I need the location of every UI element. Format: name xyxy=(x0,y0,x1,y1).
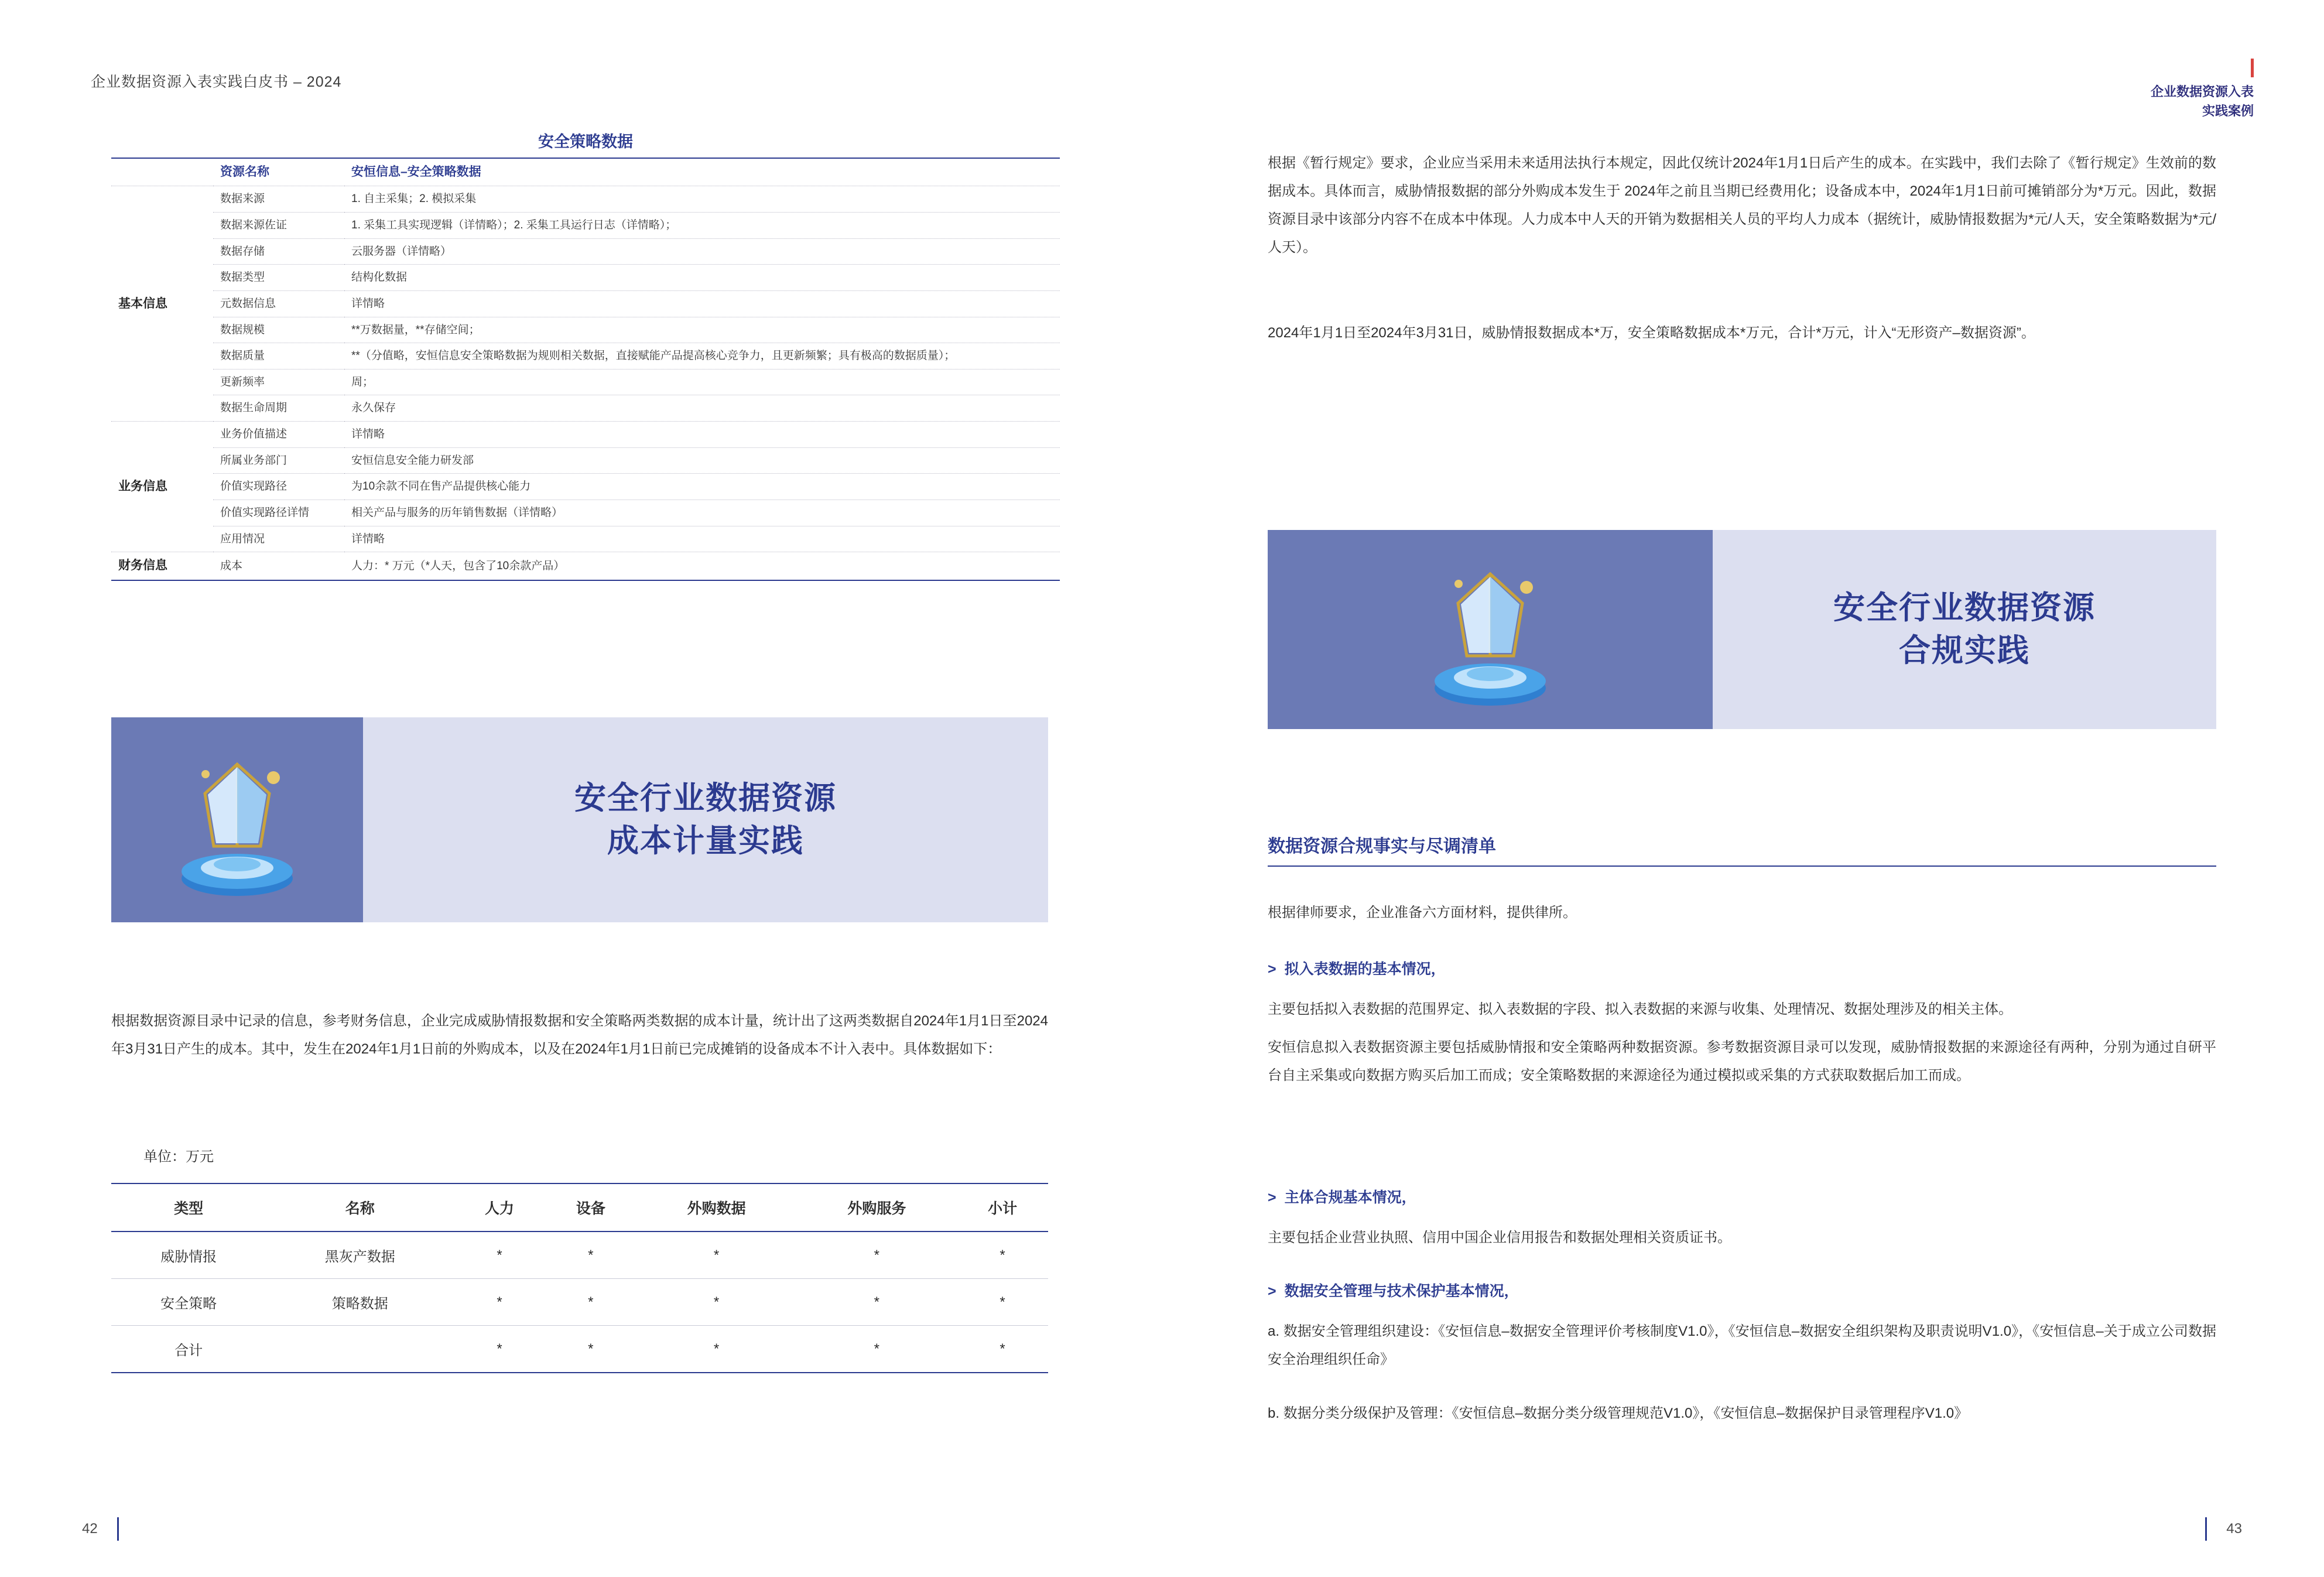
table-row xyxy=(111,1232,1048,1279)
cost-cell: 策略数据 xyxy=(266,1279,454,1326)
table-row xyxy=(111,343,1060,370)
banner-title-line1: 安全行业数据资源 xyxy=(1833,590,2096,626)
header-accent-bar xyxy=(2251,59,2254,77)
header-left: 企业数据资源入表实践白皮书 – 2024 xyxy=(91,74,342,90)
resource-value: 为10余款不同在售产品提供核心能力 xyxy=(344,474,1060,500)
section-title: 数据资源合规事实与尽调清单 xyxy=(1268,832,2216,867)
resource-category-finance: 财务信息 xyxy=(111,552,213,580)
item3-paragraph-a: a. 数据安全管理组织建设：《安恒信息–数据安全管理评价考核制度V1.0》，《安恒信息–数据安全组织架构及职责说明V1.0》，《安恒信息–关于成立公司数据安全治理组织任命》 xyxy=(1268,1323,2216,1367)
cost-cell: * xyxy=(545,1326,636,1373)
resource-key: 数据存储 xyxy=(213,238,344,265)
resource-key: 数据类型 xyxy=(213,265,344,291)
banner-title xyxy=(1833,587,2096,672)
item1-paragraph-1: 主要包括拟入表数据的范围界定、拟入表数据的字段、拟入表数据的来源与收集、处理情况、数据处理涉及的相关主体。 xyxy=(1268,1001,2012,1017)
cost-cell: * xyxy=(636,1232,797,1279)
footer-rule-left xyxy=(117,1517,119,1541)
cost-cell: 威胁情报 xyxy=(111,1232,266,1279)
resource-value: 详情略 xyxy=(344,422,1060,448)
resource-value: **（分值略，安恒信息安全策略数据为规则相关数据，直接赋能产品提高核心竞争力，且更新频繁；具有极高的数据质量）； xyxy=(344,343,1060,370)
cost-cell: * xyxy=(957,1326,1048,1373)
table-header-row xyxy=(111,1183,1048,1232)
cost-cell: * xyxy=(545,1232,636,1279)
resource-value: **万数据量，**存储空间； xyxy=(344,317,1060,343)
cost-cell: * xyxy=(454,1279,545,1326)
resource-key: 业务价值描述 xyxy=(213,422,344,448)
cost-intro-paragraph: 根据数据资源目录中记录的信息，参考财务信息，企业完成威胁情报数据和安全策略两类数据的成本计量，统计出了这两类数据自2024年1月1日至2024年3月31日产生的成本。其中，发生在2024年1月1日前的外购成本，以及在2024年1月1日前已完成摊销的设备成本不计入表中。具体数据如下： xyxy=(111,1013,1048,1057)
resource-table-title: 安全策略数据 xyxy=(538,133,633,150)
item1-paragraph-2: 安恒信息拟入表数据资源主要包括威胁情报和安全策略两种数据资源。参考数据资源目录可以发现，威胁情报数据的来源途径有两种，分别为通过自研平台自主采集或向数据方购买后加工而成；安全策略数据的来源途径为通过模拟或采集的方式获取数据后加工而成。 xyxy=(1268,1039,2216,1083)
cost-col-subtotal: 小计 xyxy=(957,1183,1048,1232)
cost-cell: * xyxy=(796,1279,957,1326)
resource-category-basic: 基本信息 xyxy=(111,186,213,422)
table-row xyxy=(111,552,1060,580)
cost-cell xyxy=(266,1326,454,1373)
table-row xyxy=(111,369,1060,395)
cost-unit-label: 单位：万元 xyxy=(143,1149,214,1165)
resource-value: 详情略 xyxy=(344,290,1060,317)
table-row xyxy=(111,422,1060,448)
compliance-lead: 根据律师要求，企业准备六方面材料，提供律所。 xyxy=(1268,905,1577,921)
resource-key: 价值实现路径详情 xyxy=(213,500,344,526)
cost-cell: 安全策略 xyxy=(111,1279,266,1326)
section-banner-compliance xyxy=(1268,530,2216,729)
resource-value: 结构化数据 xyxy=(344,265,1060,291)
cost-table xyxy=(111,1183,1048,1373)
resource-value: 永久保存 xyxy=(344,395,1060,422)
resource-value: 相关产品与服务的历年销售数据（详情略） xyxy=(344,500,1060,526)
resource-value: 周； xyxy=(344,369,1060,395)
cost-col-name: 名称 xyxy=(266,1183,454,1232)
cost-col-equipment: 设备 xyxy=(545,1183,636,1232)
header-right-line1: 企业数据资源入表 xyxy=(2150,84,2254,99)
gem-illustration-icon xyxy=(1402,542,1578,717)
item3-paragraph-b: b. 数据分类分级保护及管理：《安恒信息–数据分类分级管理规范V1.0》，《安恒信息–数据保护目录管理程序V1.0》 xyxy=(1268,1405,1969,1421)
resource-key: 应用情况 xyxy=(213,526,344,552)
cost-col-purchased-service: 外购服务 xyxy=(796,1183,957,1232)
banner-title-line1: 安全行业数据资源 xyxy=(574,781,837,816)
page-number-left: 42 xyxy=(82,1521,98,1537)
bullet-label: 数据安全管理与技术保护基本情况， xyxy=(1284,1283,1519,1299)
table-row xyxy=(111,447,1060,474)
footer-rule-right xyxy=(2205,1517,2207,1541)
banner-title-panel xyxy=(1713,530,2216,729)
resource-key: 更新频率 xyxy=(213,369,344,395)
cost-cell: * xyxy=(796,1326,957,1373)
table-row xyxy=(111,500,1060,526)
cost-cell: * xyxy=(796,1232,957,1279)
chevron-right-icon: > xyxy=(1268,961,1276,977)
cost-col-type: 类型 xyxy=(111,1183,266,1232)
chevron-right-icon: > xyxy=(1268,1189,1276,1206)
banner-title-panel xyxy=(363,717,1048,922)
resource-header-label: 资源名称 xyxy=(213,158,344,186)
resource-value: 1. 采集工具实现逻辑（详情略）；2. 采集工具运行日志（详情略）； xyxy=(344,212,1060,238)
right-paragraph-2: 2024年1月1日至2024年3月31日，威胁情报数据成本*万，安全策略数据成本*万元，合计*万元，计入“无形资产–数据资源”。 xyxy=(1268,325,2035,341)
cost-cell: * xyxy=(957,1279,1048,1326)
table-row xyxy=(111,158,1060,186)
list-item-bullet-2 xyxy=(1268,1186,2216,1207)
resource-value: 云服务器（详情略） xyxy=(344,238,1060,265)
resource-key: 数据规模 xyxy=(213,317,344,343)
table-row xyxy=(111,395,1060,422)
header-right xyxy=(2151,82,2254,121)
page-number-right: 43 xyxy=(2226,1521,2242,1537)
banner-title-line2: 成本计量实践 xyxy=(607,823,804,858)
page-right xyxy=(1162,0,2324,1577)
cost-cell: 合计 xyxy=(111,1326,266,1373)
cost-col-purchased-data: 外购数据 xyxy=(636,1183,797,1232)
bullet-label: 主体合规基本情况， xyxy=(1284,1189,1416,1206)
resource-category-business: 业务信息 xyxy=(111,422,213,552)
resource-cat-blank xyxy=(111,158,213,186)
cost-col-labor: 人力 xyxy=(454,1183,545,1232)
resource-key: 数据生命周期 xyxy=(213,395,344,422)
table-row xyxy=(111,1279,1048,1326)
table-row xyxy=(111,317,1060,343)
header-right-line2: 实践案例 xyxy=(2202,104,2254,118)
table-row xyxy=(111,290,1060,317)
resource-key: 数据质量 xyxy=(213,343,344,370)
gem-illustration-icon xyxy=(149,732,325,908)
resource-header-value: 安恒信息–安全策略数据 xyxy=(344,158,1060,186)
list-item-bullet-3 xyxy=(1268,1280,2216,1301)
resource-key: 所属业务部门 xyxy=(213,447,344,474)
resource-key: 价值实现路径 xyxy=(213,474,344,500)
table-row xyxy=(111,265,1060,291)
resource-value: 详情略 xyxy=(344,526,1060,552)
banner-title xyxy=(574,777,837,863)
resource-key: 成本 xyxy=(213,552,344,580)
cost-cell: * xyxy=(957,1232,1048,1279)
right-paragraph-1: 根据《暂行规定》要求，企业应当采用未来适用法执行本规定，因此仅统计2024年1月1日后产生的成本。在实践中，我们去除了《暂行规定》生效前的数据成本。具体而言，威胁情报数据的部分外购成本发生于 2024年之前且当期已经费用化；设备成本中，2024年1月1日前可摊销部分为*万元。因此，数据资源目录中该部分内容不在成本中体现。人力成本中人天的开销为数据相关人员的平均人力成本（据统计，威胁情报数据为*元/人天，安全策略数据为*元/人天）。 xyxy=(1268,155,2216,255)
cost-cell: * xyxy=(636,1279,797,1326)
resource-value: 安恒信息安全能力研发部 xyxy=(344,447,1060,474)
table-row xyxy=(111,238,1060,265)
banner-title-line2: 合规实践 xyxy=(1899,633,2030,668)
resource-value: 人力：* 万元（*人天，包含了10余款产品） xyxy=(344,552,1060,580)
banner-art-panel xyxy=(1268,530,1713,729)
cost-cell: * xyxy=(454,1232,545,1279)
list-item-bullet-1 xyxy=(1268,957,2216,979)
section-banner-cost xyxy=(111,717,1048,922)
cost-cell: * xyxy=(454,1326,545,1373)
table-row xyxy=(111,186,1060,213)
cost-cell: * xyxy=(545,1279,636,1326)
resource-key: 数据来源 xyxy=(213,186,344,213)
resource-table xyxy=(111,129,1060,581)
table-row xyxy=(111,474,1060,500)
table-row xyxy=(111,1326,1048,1373)
resource-key: 数据来源佐证 xyxy=(213,212,344,238)
cost-cell: 黑灰产数据 xyxy=(266,1232,454,1279)
chevron-right-icon: > xyxy=(1268,1283,1276,1299)
cost-cell: * xyxy=(636,1326,797,1373)
bullet-label: 拟入表数据的基本情况， xyxy=(1284,961,1446,977)
item2-paragraph-1: 主要包括企业营业执照、信用中国企业信用报告和数据处理相关资质证书。 xyxy=(1268,1230,1731,1246)
resource-key: 元数据信息 xyxy=(213,290,344,317)
resource-value: 1. 自主采集；2. 模拟采集 xyxy=(344,186,1060,213)
banner-art-panel xyxy=(111,717,363,922)
table-row xyxy=(111,212,1060,238)
table-row xyxy=(111,526,1060,552)
